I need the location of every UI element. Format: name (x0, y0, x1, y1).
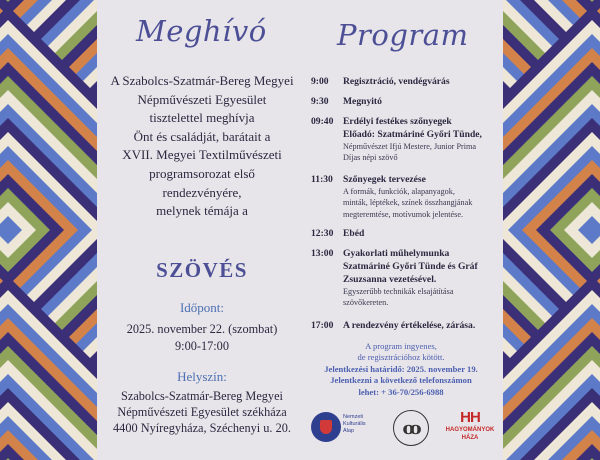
invitation-line: XVII. Megyei Textilművészeti (122, 147, 282, 163)
schedule-time: 9:00 (311, 76, 329, 87)
nka-logo-text: Nemzeti (343, 414, 364, 420)
venue-line: 4400 Nyíregyháza, Széchenyi u. 20. (113, 420, 291, 435)
nka-crest-icon (311, 412, 341, 442)
venue-address (102, 389, 302, 436)
invitation-line: Önt és családját, barátait a (133, 128, 271, 144)
venue-line: Népművészeti Egyesület székháza (117, 404, 287, 419)
schedule-detail: A formák, funkciók, alapanyagok, (343, 187, 455, 196)
schedule-time: 11:30 (311, 174, 333, 185)
nka-logo (311, 408, 401, 450)
time-label: Időpont: (179, 300, 225, 315)
invitation-line: rendezvényére, (162, 184, 242, 200)
schedule-title: Előadó: Szatmáriné Győri Tünde, (343, 129, 482, 140)
hh-logo-text: HAGYOMÁNYOK (445, 427, 495, 433)
phone-number[interactable]: lehet: + 36-70/256-6988 (358, 386, 444, 397)
registration-deadline: Jelentkezési határidő: 2025. november 19. (324, 363, 478, 374)
schedule-detail: megteremtése, motívumok jelentése. (343, 209, 464, 219)
invitation-line: A Szabolcs-Szatmár-Bereg Megyei (110, 73, 294, 88)
schedule-title: Ebéd (343, 228, 365, 239)
schedule-detail: Egyszerűbb technikák elsajátítása (343, 287, 454, 296)
nka-logo-text: Kulturális (343, 421, 366, 427)
schedule-time: 12:30 (311, 228, 334, 239)
notice-line: de regisztrációhoz kötött. (357, 352, 445, 363)
schedule-detail: Népművészet Ifjú Mestere, Junior Prima (343, 142, 477, 151)
schedule-time: 09:40 (311, 116, 334, 127)
schedule-title: Szőnyegek tervezése (343, 174, 426, 185)
schedule-title: Gyakorlati műhelymunka (343, 248, 450, 259)
schedule-item (311, 95, 501, 108)
schedule-title: Erdélyi festékes szőnyegek (343, 116, 452, 127)
schedule-title: Megnyitó (343, 96, 382, 107)
schedule-detail: szövőkereten. (343, 298, 389, 308)
right-weave-image (503, 0, 600, 460)
folk-art-society-icon (393, 410, 429, 446)
nka-logo-text: Alap (343, 428, 355, 434)
schedule-detail: minták, léptékek, színek összhangjának (343, 198, 473, 208)
schedule-time: 17:00 (311, 320, 334, 331)
schedule-title: Regisztráció, vendégvárás (343, 76, 450, 87)
schedule-item (311, 319, 501, 332)
schedule-item (311, 227, 501, 240)
sponsor-logos (305, 408, 501, 453)
hh-mark: HH (460, 409, 480, 426)
invitation-title: Meghívó (136, 14, 267, 48)
schedule-title: Szatmáriné Győri Tünde és Gráf (343, 261, 478, 272)
society-mark: ꝏ (402, 417, 420, 439)
schedule-item (311, 173, 501, 220)
left-weave-image (0, 0, 97, 460)
invitation-line: Népművészeti Egyesület (137, 91, 267, 107)
invitation-line: tisztelettel meghívja (149, 110, 255, 126)
schedule-time: 13:00 (311, 248, 334, 259)
schedule-time: 9:30 (311, 96, 329, 107)
event-theme: SZÖVÉS (156, 258, 248, 282)
venue-line: Szabolcs-Szatmár-Bereg Megyei (121, 389, 283, 403)
schedule-title: A rendezvény értékelése, zárása. (343, 320, 476, 331)
program-title: Program (337, 18, 469, 52)
schedule-title: Zsuzsanna vezetésével. (343, 274, 437, 285)
schedule-item (311, 247, 501, 309)
invitation-line: melynek témája a (156, 203, 248, 219)
notice-line: Jelentkezni a következő telefonszámon (330, 375, 472, 386)
schedule-item (311, 75, 501, 88)
invitation-text (102, 72, 302, 221)
schedule-detail: Díjas népi szövő (343, 153, 398, 163)
hh-logo-text: HÁZA (461, 435, 479, 441)
notice-line: A program ingyenes, (365, 341, 437, 351)
registration-notice (302, 341, 500, 398)
event-date: 2025. november 22. (szombat) (126, 322, 278, 336)
schedule-item (311, 115, 501, 164)
venue-label: Helyszín: (177, 369, 227, 384)
invitation-line: programsorozat első (149, 165, 255, 181)
hagyomanyok-haza-logo (439, 410, 501, 442)
event-hours: 9:00-17:00 (175, 339, 229, 353)
